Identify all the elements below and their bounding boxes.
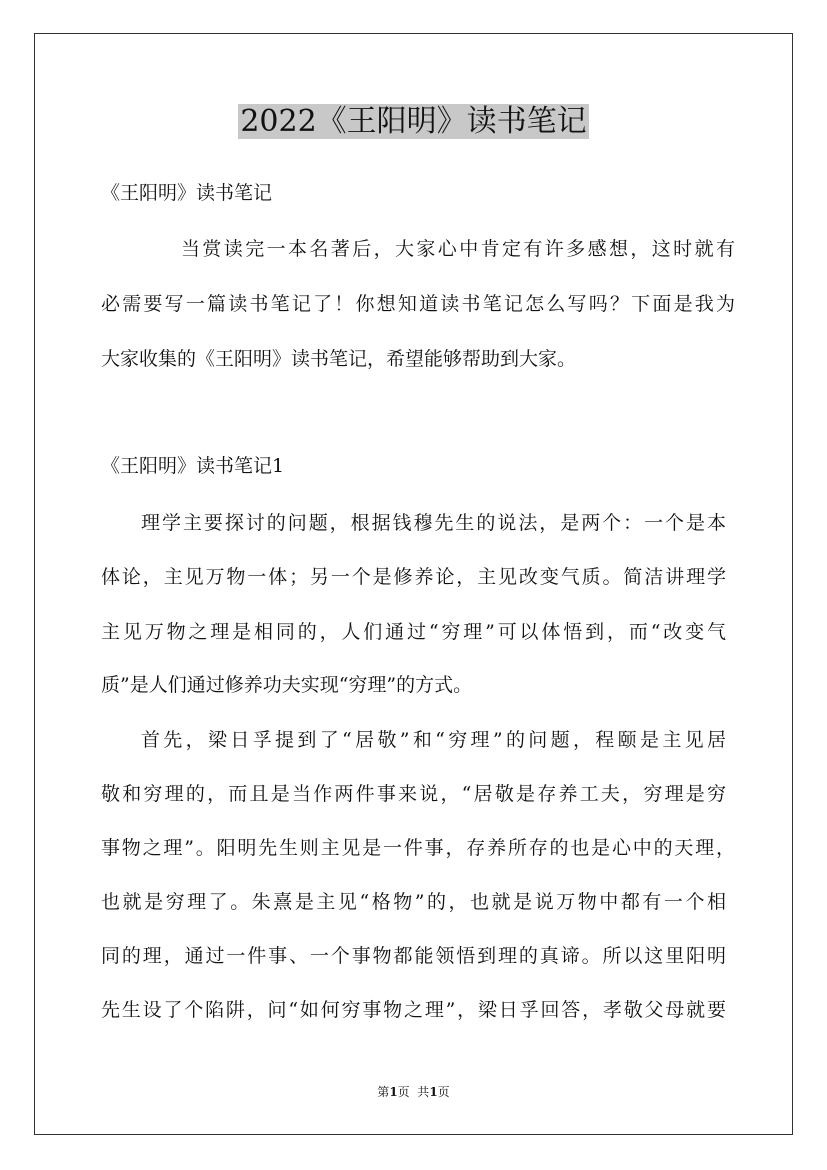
page-number: 1 <box>389 1085 398 1099</box>
paragraph2-line-5: 同的理，通过一件事、一个事物都能领悟到理的真谛。所以这里阳明 <box>101 945 726 967</box>
paragraph2-line-3: 事物之理”。阳明先生则主见是一件事，存养所存的也是心中的天理， <box>101 837 735 859</box>
document-title-text: 2022《王阳明》读书笔记 <box>240 104 587 139</box>
page-total: 1 <box>429 1085 438 1099</box>
paragraph1-line-1: 理学主要探讨的问题，根据钱穆先生的说法，是两个：一个是本 <box>141 512 726 534</box>
document-subtitle: 《王阳明》读书笔记 <box>101 182 273 204</box>
document-title <box>0 100 827 144</box>
intro-line-1: 当赏读完一本名著后，大家心中肯定有许多感想，这时就有 <box>181 238 735 260</box>
paragraph1-line-3: 主见万物之理是相同的，人们通过“穷理”可以体悟到，而“改变气 <box>101 621 726 643</box>
paragraph1-line-4: 质”是人们通过修养功夫实现“穷理”的方式。 <box>101 674 473 696</box>
intro-line-3: 大家收集的《王阳明》读书笔记，希望能够帮助到大家。 <box>101 348 577 370</box>
intro-line-2: 必需要写一篇读书笔记了！你想知道读书笔记怎么写吗？下面是我为 <box>101 293 735 315</box>
paragraph1-line-2: 体论，主见万物一体；另一个是修养论，主见改变气质。简洁讲理学 <box>101 566 726 588</box>
paragraph2-line-2: 敬和穷理的，而且是当作两件事来说，“居敬是存养工夫，穷理是穷 <box>101 783 726 805</box>
page-mid: 页 共 <box>397 1085 430 1099</box>
page-footer <box>0 1084 827 1100</box>
paragraph2-line-6: 先生设了个陷阱，问“如何穷事物之理”，梁日孚回答，孝敬父母就要 <box>101 999 726 1021</box>
paragraph2-line-1: 首先，梁日孚提到了“居敬”和“穷理”的问题，程颐是主见居 <box>141 729 726 751</box>
page-suffix: 页 <box>437 1085 450 1099</box>
paragraph2-line-4: 也就是穷理了。朱熹是主见“格物”的，也就是说万物中都有一个相 <box>101 891 726 913</box>
section-heading: 《王阳明》读书笔记1 <box>101 455 285 477</box>
page-prefix: 第 <box>377 1085 390 1099</box>
